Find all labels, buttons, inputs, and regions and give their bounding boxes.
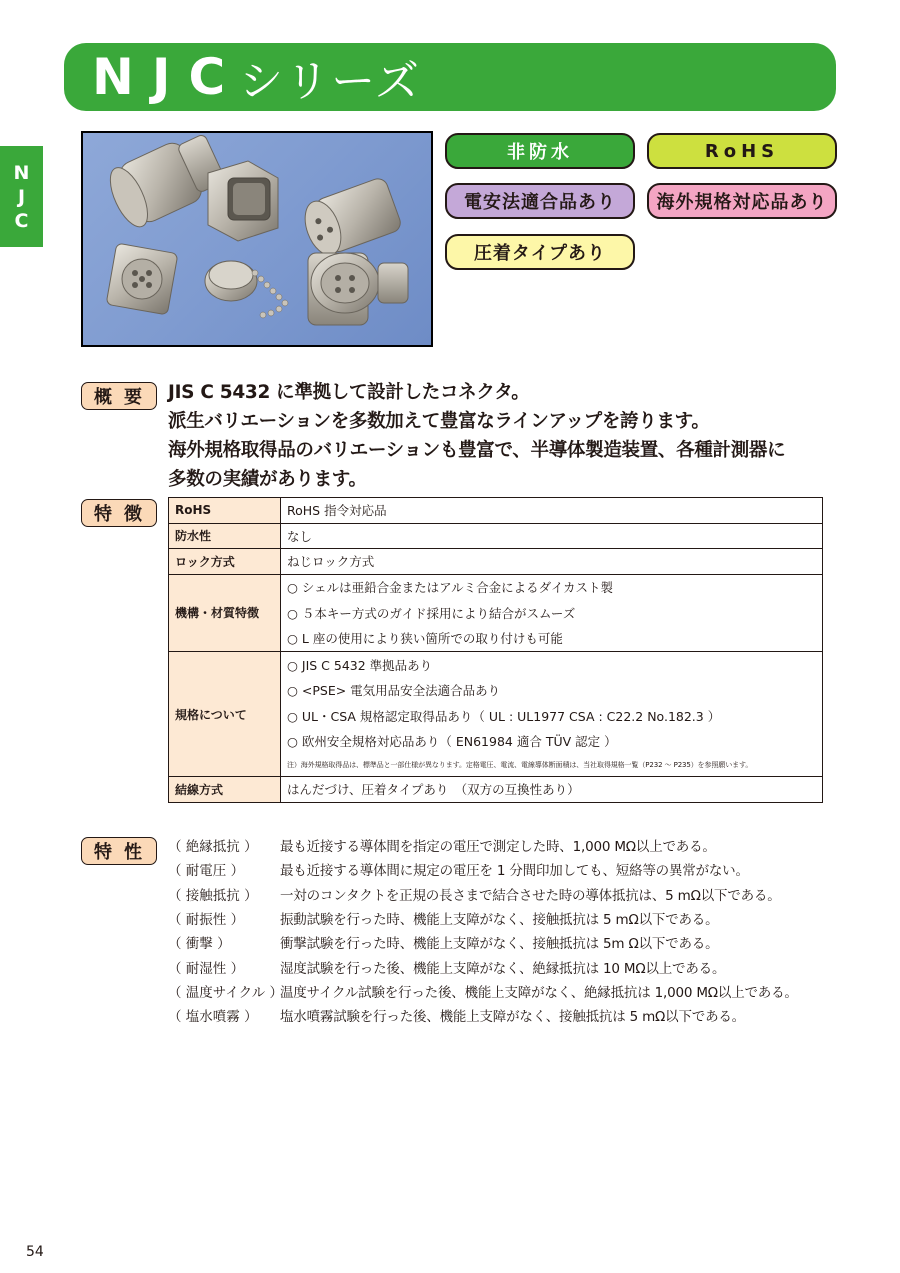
overview-line: 派生バリエーションを多数加えて豊富なラインアップを誇ります。 (168, 411, 710, 432)
overview-text (168, 378, 848, 494)
row-value-line: ○ UL・CSA 規格認定取得品あり（ UL : UL1977 CSA : C22.2 No.182.3 ） (287, 708, 721, 724)
row-value-line: ○ 欧州安全規格対応品あり（ EN61984 適合 TÜV 認定 ） (287, 734, 617, 750)
table-row (169, 523, 823, 549)
badge-pse: 電安法適合品あり (445, 183, 635, 219)
row-key: 結線方式 (169, 777, 281, 803)
row-value-line: ○ <PSE> 電気用品安全法適合品あり (287, 683, 501, 699)
features-table (168, 497, 823, 803)
list-item (168, 906, 798, 930)
row-value-line: ○ L 座の使用により狭い箇所での取り付けも可能 (287, 631, 563, 647)
page-number: 54 (26, 1244, 44, 1260)
property-value: 温度サイクル試験を行った後、機能上支障がなく、絶縁抵抗は 1,000 MΩ以上である。 (280, 984, 798, 1001)
side-tab-letter: C (14, 209, 29, 232)
badge-overseas-standards: 海外規格対応品あり (647, 183, 837, 219)
plug-connector-right (298, 176, 403, 260)
row-value (281, 574, 823, 652)
row-key: RoHS (169, 498, 281, 524)
property-key: （ 接触抵抗 ） (168, 887, 258, 904)
property-key: （ 温度サイクル ） (168, 984, 283, 1001)
table-row (169, 574, 823, 652)
panel-receptacle (308, 253, 408, 325)
list-item (168, 930, 798, 954)
table-row (169, 777, 823, 803)
property-key: （ 絶縁抵抗 ） (168, 839, 258, 856)
row-key: 規格について (169, 652, 281, 777)
row-value: なし (281, 523, 823, 549)
properties-label: 特性 (81, 837, 157, 865)
property-value: 最も近接する導体間を指定の電圧で測定した時、1,000 MΩ以上である。 (280, 839, 716, 856)
overview-line: JIS C 5432 に準拠して設計したコネクタ。 (168, 382, 530, 403)
property-value: 最も近接する導体間に規定の電圧を 1 分間印加しても、短絡等の異常がない。 (280, 863, 749, 880)
series-suffix: シリーズ (239, 56, 421, 107)
properties-list (168, 833, 798, 1027)
list-item (168, 857, 798, 881)
series-name: NJC (92, 48, 244, 106)
property-key: （ 耐電圧 ） (168, 863, 245, 880)
title-banner (64, 43, 836, 111)
side-tab-letter: N (13, 161, 30, 184)
row-value-line: ○ ５本キー方式のガイド採用により結合がスムーズ (287, 605, 576, 621)
angle-receptacle (208, 161, 278, 241)
row-key: ロック方式 (169, 549, 281, 575)
overview-label: 概要 (81, 382, 157, 410)
product-photo (81, 131, 433, 347)
table-row (169, 652, 823, 777)
overview-line: 多数の実績があります。 (168, 469, 367, 490)
property-value: 衝撃試験を行った時、機能上支障がなく、接触抵抗は 5m Ω以下である。 (280, 936, 719, 953)
connector-illustration (83, 133, 431, 345)
table-row (169, 498, 823, 524)
list-item (168, 979, 798, 1003)
property-key: （ 衝撃 ） (168, 936, 231, 953)
row-value: はんだづけ、圧着タイプあり （双方の互換性あり） (281, 777, 823, 803)
row-key: 防水性 (169, 523, 281, 549)
property-key: （ 塩水噴霧 ） (168, 1009, 258, 1026)
property-key: （ 耐振性 ） (168, 912, 245, 929)
row-value: ねじロック方式 (281, 549, 823, 575)
row-value: RoHS 指令対応品 (281, 498, 823, 524)
property-value: 塩水噴霧試験を行った後、機能上支障がなく、接触抵抗は 5 mΩ以下である。 (280, 1009, 745, 1026)
side-index-tab (0, 146, 43, 247)
property-value: 湿度試験を行った後、機能上支障がなく、絶縁抵抗は 10 MΩ以上である。 (280, 960, 726, 977)
list-item (168, 1003, 798, 1027)
list-item (168, 833, 798, 857)
badge-non-waterproof: 非防水 (445, 133, 635, 169)
property-key: （ 耐湿性 ） (168, 960, 245, 977)
list-item (168, 882, 798, 906)
standards-note: 注）海外規格取得品は、標準品と一部仕様が異なります。定格電圧、電流、電線導体断面積は、当社取得規格一覧（P232 ～ P235）を参照願います。 (287, 761, 753, 769)
row-value-line: ○ JIS C 5432 準拠品あり (287, 657, 433, 673)
property-value: 一対のコンタクトを正規の長さまで結合させた時の導体抵抗は、5 mΩ以下である。 (280, 887, 781, 904)
side-tab-letter: J (17, 185, 26, 208)
list-item (168, 954, 798, 978)
row-value-line: ○ シェルは亜鉛合金またはアルミ合金によるダイカスト製 (287, 580, 614, 596)
features-label: 特徴 (81, 499, 157, 527)
row-value (281, 652, 823, 777)
row-key: 機構・材質特徴 (169, 574, 281, 652)
table-row (169, 549, 823, 575)
badge-crimp-type: 圧着タイプあり (445, 234, 635, 270)
flange-receptacle (106, 243, 178, 315)
dust-cap (205, 261, 288, 318)
overview-line: 海外規格取得品のバリエーションも豊富で、半導体製造装置、各種計測器に (168, 440, 786, 461)
badge-rohs: RoHS (647, 133, 837, 169)
property-value: 振動試験を行った時、機能上支障がなく、接触抵抗は 5 mΩ以下である。 (280, 912, 719, 929)
